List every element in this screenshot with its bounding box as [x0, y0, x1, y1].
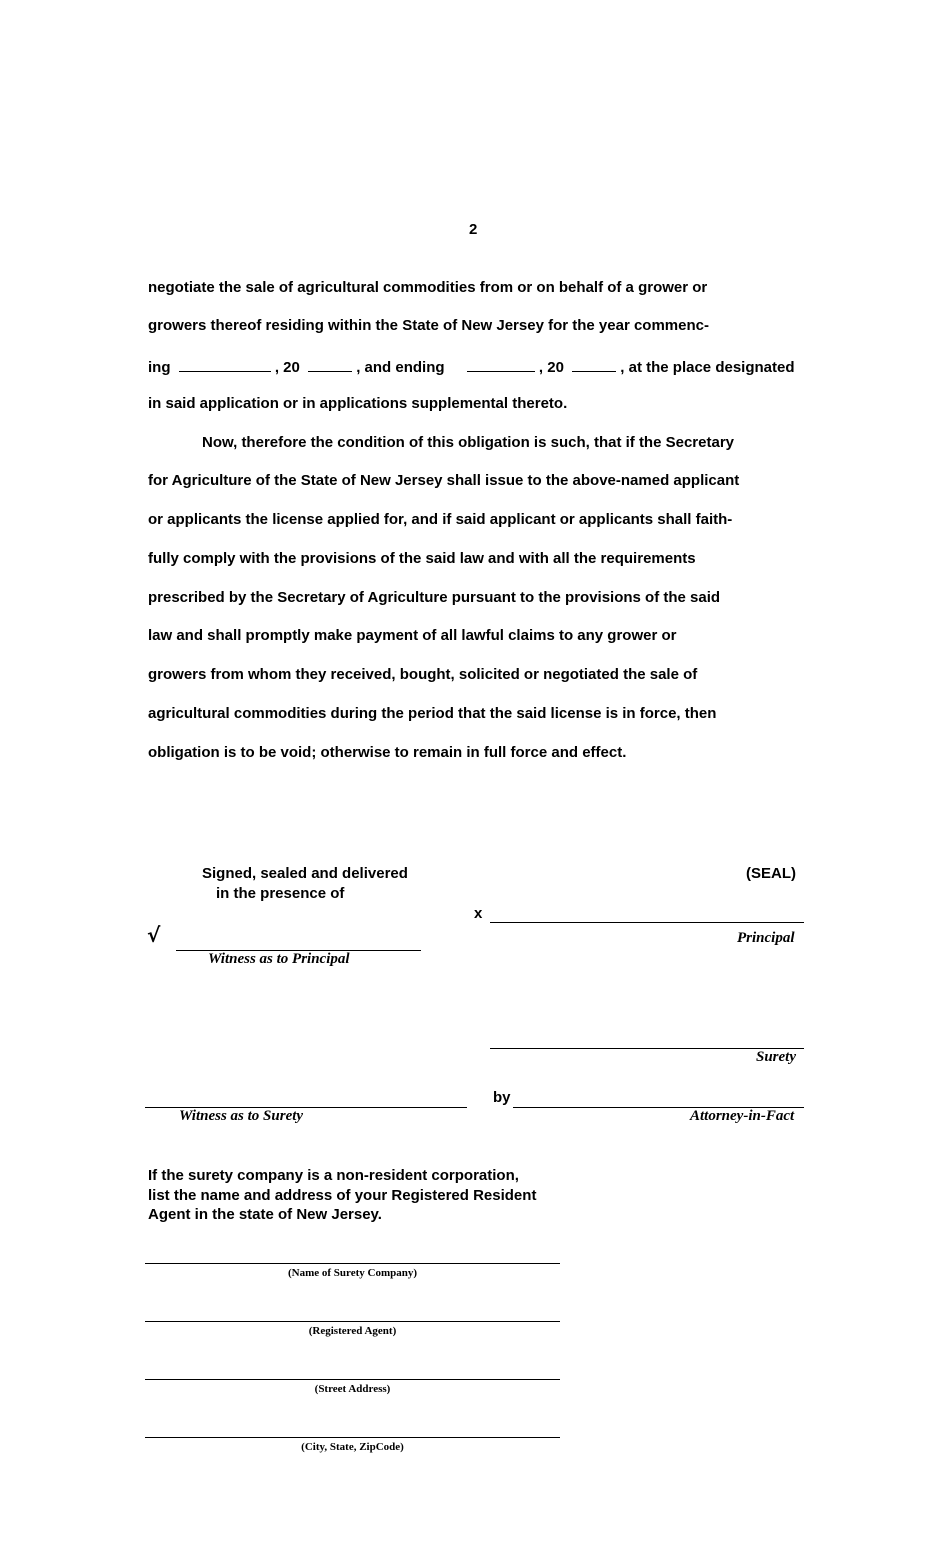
city-state-zip-line[interactable] [145, 1437, 560, 1438]
line3-text-b: , 20 [274, 359, 300, 376]
paragraph2-line: for Agriculture of the State of New Jersey shall issue to the above-named applicant [148, 472, 740, 489]
by-label: by [493, 1089, 511, 1106]
principal-signature-line[interactable] [490, 922, 804, 923]
instruction-line3: Agent in the state of New Jersey. [148, 1206, 382, 1223]
end-year-blank[interactable] [572, 356, 616, 372]
surety-company-line[interactable] [145, 1263, 560, 1264]
paragraph2-line: Now, therefore the condition of this obligation is such, that if the Secretary [202, 434, 734, 451]
page-number: 2 [469, 221, 478, 238]
line3-text-a: ing [148, 359, 171, 376]
registered-agent-line[interactable] [145, 1321, 560, 1322]
city-state-zip-label: (City, State, ZipCode) [301, 1441, 404, 1453]
paragraph1-line1: negotiate the sale of agricultural commodities from or on behalf of a grower or [148, 279, 708, 296]
attorney-label: Attorney-in-Fact [690, 1108, 795, 1124]
x-mark: x [474, 905, 483, 922]
signed-sealed-text: Signed, sealed and delivered [202, 865, 408, 882]
registered-agent-label: (Registered Agent) [308, 1325, 397, 1337]
paragraph2-line: fully comply with the provisions of the said law and with all the requirements [148, 550, 696, 567]
seal-label: (SEAL) [746, 865, 796, 882]
paragraph2-line: or applicants the license applied for, and if said applicant or applicants shall faith- [148, 511, 733, 528]
paragraph2-line: growers from whom they received, bought, solicited or negotiated the sale of [148, 666, 698, 683]
surety-label: Surety [756, 1049, 797, 1065]
principal-label: Principal [737, 930, 795, 946]
witness-surety-label: Witness as to Surety [179, 1108, 304, 1124]
instruction-line2: list the name and address of your Registered Resident [148, 1187, 537, 1204]
start-year-blank[interactable] [308, 356, 352, 372]
paragraph2-line: obligation is to be void; otherwise to remain in full force and effect. [148, 744, 627, 761]
line3-text-e: , at the place designated [620, 359, 795, 376]
line3-text-d: , 20 [538, 359, 564, 376]
end-date-blank[interactable] [467, 356, 535, 372]
paragraph1-line4: in said application or in applications supplemental thereto. [148, 395, 568, 412]
instruction-line1: If the surety company is a non-resident corporation, [148, 1167, 519, 1184]
start-date-blank[interactable] [179, 356, 271, 372]
street-address-line[interactable] [145, 1379, 560, 1380]
witness-principal-label: Witness as to Principal [208, 951, 350, 967]
paragraph1-line3 [148, 356, 795, 376]
check-mark-icon: √ [147, 923, 161, 947]
line3-text-c: , and ending [356, 359, 445, 376]
presence-text: in the presence of [216, 885, 345, 902]
street-address-label: (Street Address) [314, 1383, 391, 1395]
paragraph2-line: law and shall promptly make payment of all lawful claims to any grower or [148, 627, 677, 644]
paragraph2-line: agricultural commodities during the period that the said license is in force, then [148, 705, 717, 722]
surety-company-label: (Name of Surety Company) [287, 1267, 418, 1279]
paragraph2-line: prescribed by the Secretary of Agriculture pursuant to the provisions of the said [148, 589, 721, 606]
paragraph1-line2: growers thereof residing within the State of New Jersey for the year commenc- [148, 317, 709, 334]
